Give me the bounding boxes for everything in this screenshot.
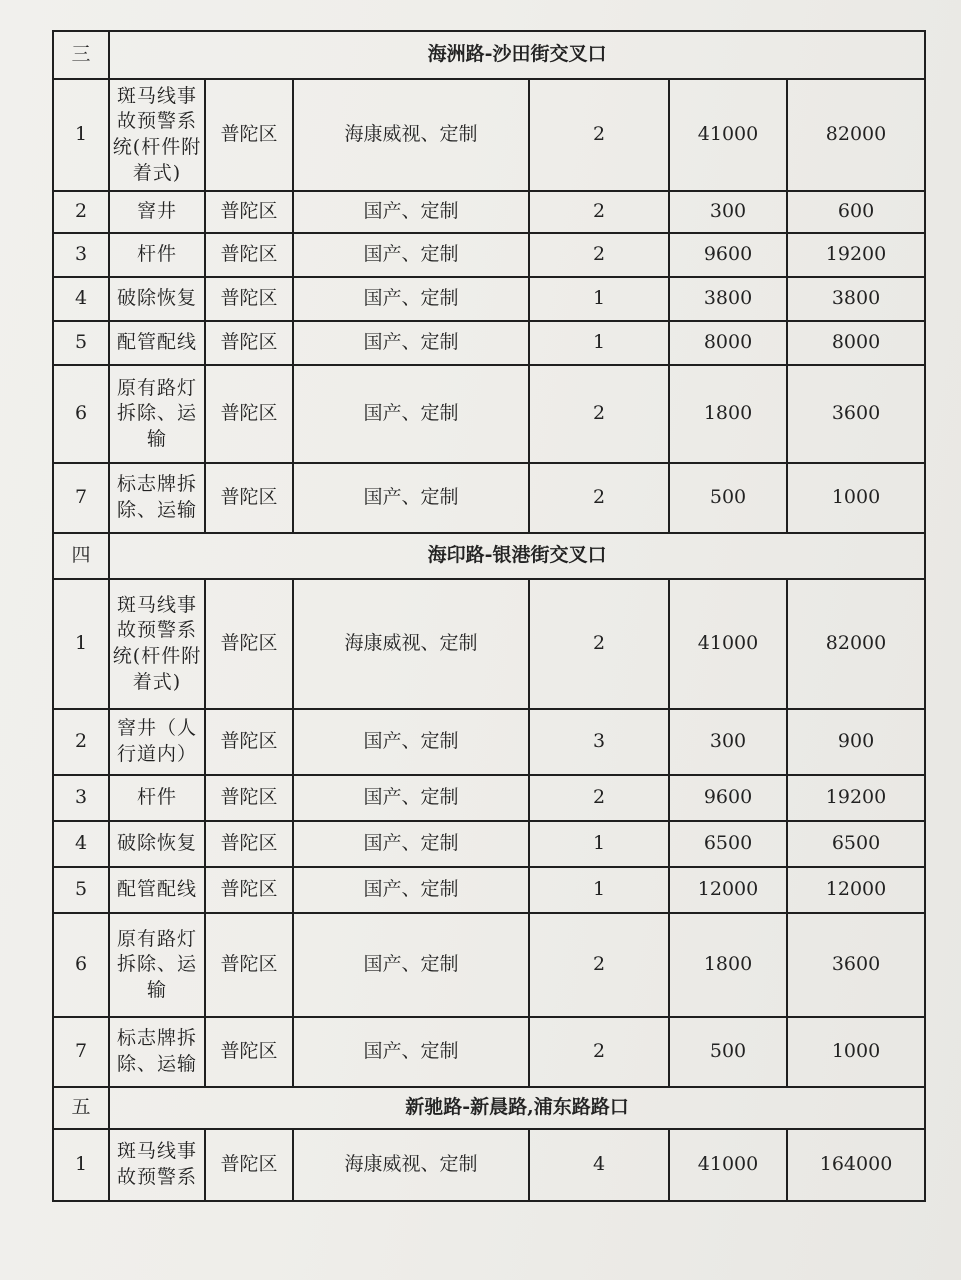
total-price: 3800 xyxy=(787,277,925,321)
quantity: 2 xyxy=(529,913,669,1017)
section-header-row xyxy=(53,31,925,79)
item-name: 配管配线 xyxy=(109,321,205,365)
quantity: 2 xyxy=(529,463,669,533)
quantity: 2 xyxy=(529,79,669,191)
table-row xyxy=(53,1129,925,1201)
item-name: 破除恢复 xyxy=(109,821,205,867)
table-row xyxy=(53,321,925,365)
table-row xyxy=(53,1017,925,1087)
table-row xyxy=(53,579,925,709)
brand-spec: 海康威视、定制 xyxy=(293,79,529,191)
section-title: 海印路-银港街交叉口 xyxy=(109,533,925,579)
row-index: 1 xyxy=(53,79,109,191)
total-price: 6500 xyxy=(787,821,925,867)
row-index: 4 xyxy=(53,821,109,867)
unit-price: 300 xyxy=(669,709,787,775)
brand-spec: 国产、定制 xyxy=(293,233,529,277)
unit-price: 12000 xyxy=(669,867,787,913)
item-name: 原有路灯拆除、运输 xyxy=(109,913,205,1017)
row-index: 6 xyxy=(53,365,109,463)
quantity: 2 xyxy=(529,1017,669,1087)
table-row xyxy=(53,775,925,821)
district: 普陀区 xyxy=(205,233,293,277)
section-number: 四 xyxy=(53,533,109,579)
item-name: 窨井 xyxy=(109,191,205,233)
item-name: 斑马线事故预警系统(杆件附着式) xyxy=(109,79,205,191)
district: 普陀区 xyxy=(205,913,293,1017)
quantity: 3 xyxy=(529,709,669,775)
row-index: 3 xyxy=(53,775,109,821)
unit-price: 8000 xyxy=(669,321,787,365)
brand-spec: 海康威视、定制 xyxy=(293,1129,529,1201)
section-header-row xyxy=(53,533,925,579)
total-price: 3600 xyxy=(787,913,925,1017)
brand-spec: 海康威视、定制 xyxy=(293,579,529,709)
brand-spec: 国产、定制 xyxy=(293,191,529,233)
total-price: 19200 xyxy=(787,775,925,821)
total-price: 3600 xyxy=(787,365,925,463)
quantity: 2 xyxy=(529,775,669,821)
table-row xyxy=(53,709,925,775)
section-header-row xyxy=(53,1087,925,1129)
district: 普陀区 xyxy=(205,191,293,233)
brand-spec: 国产、定制 xyxy=(293,321,529,365)
table-row xyxy=(53,79,925,191)
total-price: 1000 xyxy=(787,1017,925,1087)
district: 普陀区 xyxy=(205,463,293,533)
district: 普陀区 xyxy=(205,867,293,913)
unit-price: 41000 xyxy=(669,1129,787,1201)
row-index: 3 xyxy=(53,233,109,277)
district: 普陀区 xyxy=(205,709,293,775)
total-price: 12000 xyxy=(787,867,925,913)
district: 普陀区 xyxy=(205,79,293,191)
table-row xyxy=(53,233,925,277)
brand-spec: 国产、定制 xyxy=(293,463,529,533)
quantity: 2 xyxy=(529,365,669,463)
item-name: 标志牌拆除、运输 xyxy=(109,463,205,533)
unit-price: 3800 xyxy=(669,277,787,321)
brand-spec: 国产、定制 xyxy=(293,775,529,821)
unit-price: 1800 xyxy=(669,913,787,1017)
item-name: 杆件 xyxy=(109,233,205,277)
brand-spec: 国产、定制 xyxy=(293,365,529,463)
row-index: 7 xyxy=(53,463,109,533)
unit-price: 500 xyxy=(669,1017,787,1087)
district: 普陀区 xyxy=(205,775,293,821)
quantity: 1 xyxy=(529,321,669,365)
total-price: 82000 xyxy=(787,579,925,709)
item-name: 斑马线事故预警系 xyxy=(109,1129,205,1201)
total-price: 19200 xyxy=(787,233,925,277)
unit-price: 41000 xyxy=(669,79,787,191)
section-title: 新驰路-新晨路,浦东路路口 xyxy=(109,1087,925,1129)
total-price: 82000 xyxy=(787,79,925,191)
total-price: 600 xyxy=(787,191,925,233)
brand-spec: 国产、定制 xyxy=(293,821,529,867)
item-name: 破除恢复 xyxy=(109,277,205,321)
district: 普陀区 xyxy=(205,277,293,321)
brand-spec: 国产、定制 xyxy=(293,867,529,913)
unit-price: 9600 xyxy=(669,233,787,277)
row-index: 7 xyxy=(53,1017,109,1087)
section-title: 海洲路-沙田街交叉口 xyxy=(109,31,925,79)
unit-price: 6500 xyxy=(669,821,787,867)
row-index: 2 xyxy=(53,709,109,775)
district: 普陀区 xyxy=(205,821,293,867)
table-row xyxy=(53,463,925,533)
row-index: 4 xyxy=(53,277,109,321)
brand-spec: 国产、定制 xyxy=(293,709,529,775)
district: 普陀区 xyxy=(205,321,293,365)
brand-spec: 国产、定制 xyxy=(293,277,529,321)
unit-price: 300 xyxy=(669,191,787,233)
equipment-quote-table xyxy=(52,30,926,1202)
row-index: 1 xyxy=(53,1129,109,1201)
quantity: 4 xyxy=(529,1129,669,1201)
total-price: 1000 xyxy=(787,463,925,533)
item-name: 斑马线事故预警系统(杆件附着式) xyxy=(109,579,205,709)
total-price: 8000 xyxy=(787,321,925,365)
item-name: 配管配线 xyxy=(109,867,205,913)
quantity: 2 xyxy=(529,579,669,709)
unit-price: 500 xyxy=(669,463,787,533)
total-price: 164000 xyxy=(787,1129,925,1201)
item-name: 杆件 xyxy=(109,775,205,821)
row-index: 1 xyxy=(53,579,109,709)
item-name: 标志牌拆除、运输 xyxy=(109,1017,205,1087)
district: 普陀区 xyxy=(205,1129,293,1201)
brand-spec: 国产、定制 xyxy=(293,1017,529,1087)
district: 普陀区 xyxy=(205,1017,293,1087)
table-row xyxy=(53,821,925,867)
quantity: 2 xyxy=(529,233,669,277)
row-index: 5 xyxy=(53,321,109,365)
row-index: 6 xyxy=(53,913,109,1017)
table-row xyxy=(53,365,925,463)
quantity: 1 xyxy=(529,821,669,867)
quantity: 1 xyxy=(529,867,669,913)
item-name: 原有路灯拆除、运输 xyxy=(109,365,205,463)
unit-price: 1800 xyxy=(669,365,787,463)
row-index: 5 xyxy=(53,867,109,913)
unit-price: 41000 xyxy=(669,579,787,709)
table-row xyxy=(53,191,925,233)
quantity: 1 xyxy=(529,277,669,321)
unit-price: 9600 xyxy=(669,775,787,821)
section-number: 三 xyxy=(53,31,109,79)
row-index: 2 xyxy=(53,191,109,233)
brand-spec: 国产、定制 xyxy=(293,913,529,1017)
table-row xyxy=(53,277,925,321)
district: 普陀区 xyxy=(205,579,293,709)
quantity: 2 xyxy=(529,191,669,233)
district: 普陀区 xyxy=(205,365,293,463)
table-row xyxy=(53,913,925,1017)
table-row xyxy=(53,867,925,913)
total-price: 900 xyxy=(787,709,925,775)
item-name: 窨井（人行道内） xyxy=(109,709,205,775)
section-number: 五 xyxy=(53,1087,109,1129)
